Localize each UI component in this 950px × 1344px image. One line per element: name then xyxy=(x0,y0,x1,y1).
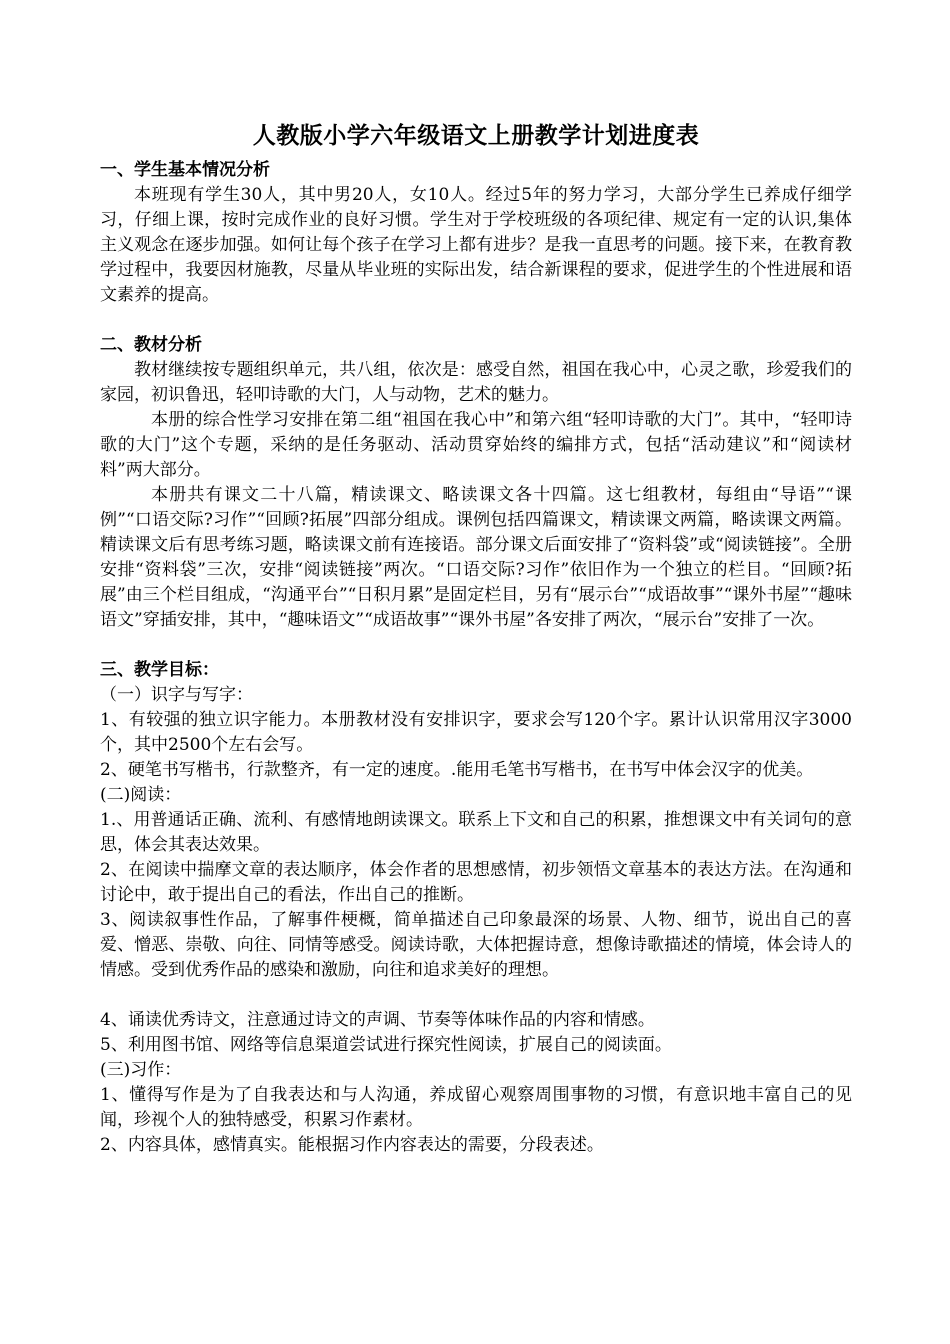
section-heading-textbook-analysis: 二、教材分析 xyxy=(100,335,202,355)
student-analysis-paragraph: 本班现有学生30人，其中男20人，女10人。经过5年的努力学习，大部分学生已养成仔细学习，仔细上课，按时完成作业的良好习惯。学生对于学校班级的各项纪律、规定有一定的认识,集体主义观念在逐步加强。如何让每个孩子在学习上都有进步？是我一直思考的问题。接下来，在教育教学过程中，我要因材施教，尽量从毕业班的实际出发，结合新课程的要求，促进学生的个性进展和语文素养的提高。 xyxy=(100,185,852,305)
reading-item-4: 4、诵读优秀诗文，注意通过诗文的声调、节奏等体味作品的内容和情感。 xyxy=(100,1010,655,1030)
spacer xyxy=(100,983,852,1008)
textbook-paragraph-1: 教材继续按专题组织单元，共八组，依次是：感受自然，祖国在我心中，心灵之歌，珍爱我们的家园，初识鲁迅，轻叩诗歌的大门，人与动物，艺术的魅力。 xyxy=(100,360,852,405)
writing-item-1: 1、懂得写作是为了自我表达和与人沟通，养成留心观察周围事物的习惯，有意识地丰富自己的见闻，珍视个人的独特感受，积累习作素材。 xyxy=(100,1085,852,1130)
sub-heading-reading: (二)阅读： xyxy=(100,785,182,805)
spacer xyxy=(100,633,852,658)
reading-item-3: 3、阅读叙事性作品，了解事件梗概，简单描述自己印象最深的场景、人物、细节，说出自己的喜爱、憎恶、崇敬、向往、同情等感受。阅读诗歌，大体把握诗意，想像诗歌描述的情境，体会诗人的情感。受到优秀作品的感染和激励，向往和追求美好的理想。 xyxy=(100,910,852,980)
reading-item-1: 1.、用普通话正确、流利、有感情地朗读课文。联系上下文和自己的积累，推想课文中有关词句的意思，体会其表达效果。 xyxy=(100,810,852,855)
sub-heading-writing: (三)习作： xyxy=(100,1060,182,1080)
writing-item-2: 2、内容具体，感情真实。能根据习作内容表达的需要，分段表述。 xyxy=(100,1135,604,1155)
reading-item-5: 5、利用图书馆、网络等信息渠道尝试进行探究性阅读，扩展自己的阅读面。 xyxy=(100,1035,672,1055)
section-heading-student-analysis: 一、学生基本情况分析 xyxy=(100,160,270,180)
literacy-item-1: 1、有较强的独立识字能力。本册教材没有安排识字，要求会写120个字。累计认识常用汉字3000个，其中2500个左右会写。 xyxy=(100,710,852,755)
document-page xyxy=(100,118,852,1158)
textbook-paragraph-3: 本册共有课文二十八篇，精读课文、略读课文各十四篇。这七组教材，每组由“导语”“课例”“口语交际?习作”“回顾?拓展”四部分组成。课例包括四篇课文，精读课文两篇，略读课文两篇。精读课文后有思考练习题，略读课文前有连接语。部分课文后面安排了“资料袋”或“阅读链接”。全册安排“资料袋”三次，安排“阅读链接”两次。“口语交际?习作”依旧作为一个独立的栏目。“回顾?拓展”由三个栏目组成，“沟通平台”“日积月累”是固定栏目，另有“展示台”“成语故事”“课外书屋”“趣味语文”穿插安排，其中，“趣味语文”“成语故事”“课外书屋”各安排了两次，“展示台”安排了一次。 xyxy=(100,485,852,630)
document-title: 人教版小学六年级语文上册教学计划进度表 xyxy=(252,122,700,149)
section-heading-teaching-goals: 三、教学目标： xyxy=(100,660,219,680)
spacer xyxy=(100,308,852,333)
literacy-item-2: 2、硬笔书写楷书，行款整齐，有一定的速度。.能用毛笔书写楷书，在书写中体会汉字的优美。 xyxy=(100,760,814,780)
sub-heading-literacy: （一）识字与写字： xyxy=(100,685,253,705)
textbook-paragraph-2: 本册的综合性学习安排在第二组“祖国在我心中”和第六组“轻叩诗歌的大门”。其中，“轻叩诗歌的大门”这个专题，采纳的是任务驱动、活动贯穿始终的编排方式，包括“活动建议”和“阅读材料”两大部分。 xyxy=(100,410,852,480)
reading-item-2: 2、在阅读中揣摩文章的表达顺序，体会作者的思想感情，初步领悟文章基本的表达方法。在沟通和讨论中，敢于提出自己的看法，作出自己的推断。 xyxy=(100,860,852,905)
